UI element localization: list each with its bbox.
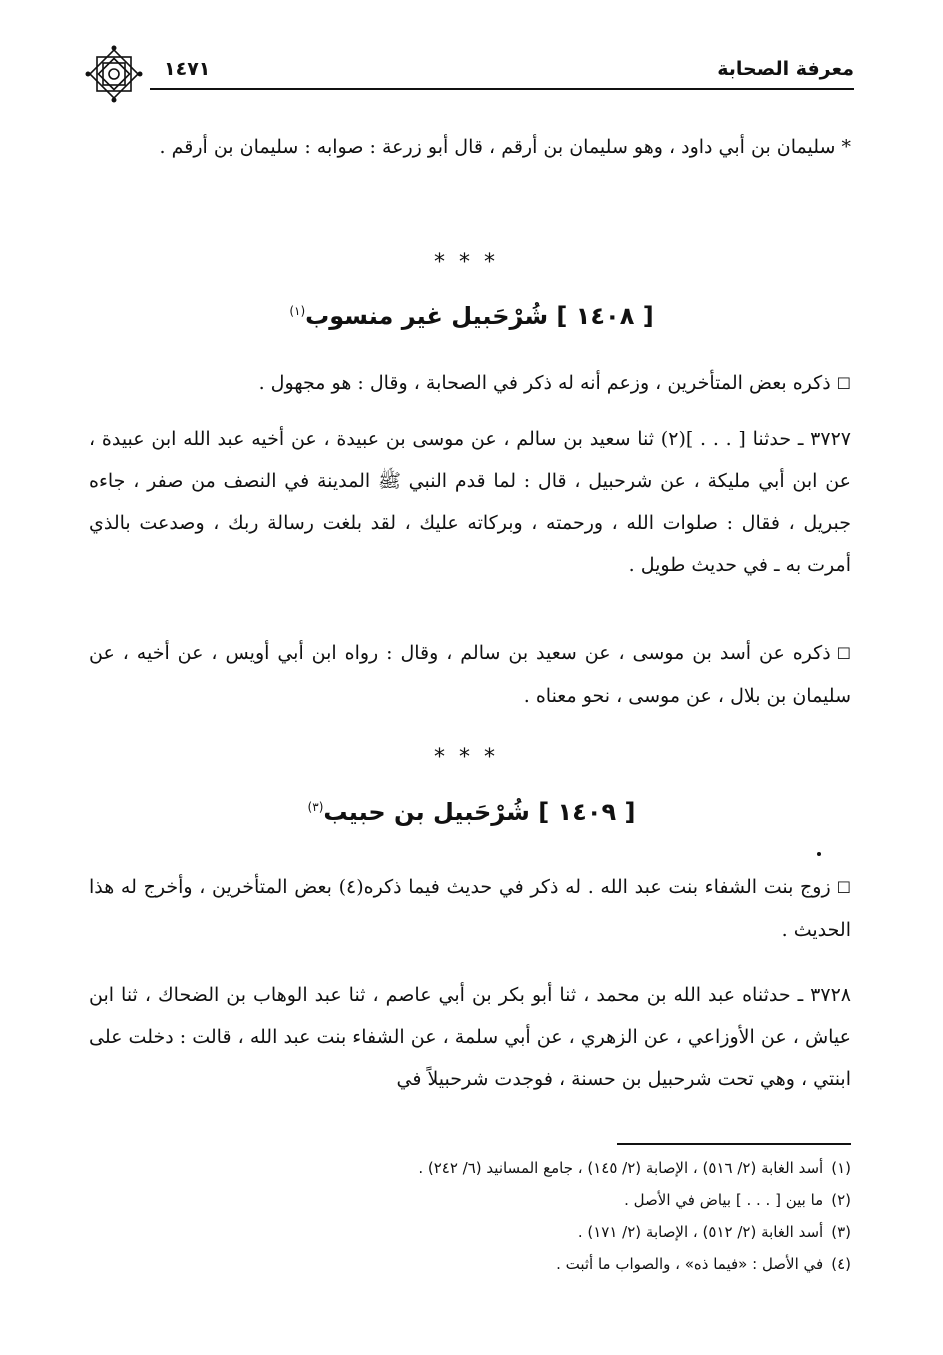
footnote-number: (١) — [831, 1159, 851, 1177]
footnote-ref: (١) — [289, 304, 306, 318]
entry-heading-1408 — [0, 302, 943, 330]
paragraph-continuation: * سليمان بن أبي داود ، وهو سليمان بن أرقم ، قال أبو زرعة : صوابه : سليمان بن أرقم . — [159, 136, 851, 158]
entry-heading-1409 — [0, 798, 943, 826]
footnote — [89, 1216, 851, 1248]
page-header — [84, 52, 854, 92]
footnote-number: (٤) — [831, 1255, 851, 1273]
footnote-text: أسد الغابة (٢/ ٥١٢) ، الإصابة (٢/ ١٧١) . — [577, 1223, 824, 1241]
footnote-text: في الأصل : «فيما ذه» ، والصواب ما أثبت . — [556, 1255, 824, 1273]
footnote-number: (٢) — [831, 1191, 851, 1209]
paragraph-text: ذكره بعض المتأخرين ، وزعم أنه له ذكر في الصحابة ، وقال : هو مجهول . — [258, 372, 831, 394]
hadith-3727: ٣٧٢٧ ـ حدثنا [ . . . ](٢) ثنا سعيد بن سالم ، عن موسى بن عبيدة ، عن أخيه عبد الله ابن عبيدة ، عن ابن أبي مليكة ، عن شرحبيل ، قال : لما قدم النبي ﷺ المدينة في النصف من صفر ، جاءه جبريل ، فقال : صلوات الله ، ورحمته ، وبركاته عليك ، لقد بلغت رسالة ربك ، وصدعت بالذي أمرت به ـ في حديث طويل . — [89, 428, 851, 576]
footnote — [89, 1248, 851, 1280]
header-rule — [150, 88, 854, 90]
footnote — [89, 1152, 851, 1184]
paragraph-note — [89, 362, 851, 405]
paragraph-text: زوج بنت الشفاء بنت عبد الله . له ذكر في حديث فيما ذكره(٤) بعض المتأخرين ، وأخرج له هذا الحديث . — [89, 876, 851, 941]
footnote-number: (٣) — [831, 1223, 851, 1241]
note-box-icon: ☐ — [836, 644, 851, 663]
running-title: معرفة الصحابة — [717, 58, 854, 80]
section-separator: *** — [434, 745, 509, 770]
footnote-text: أسد الغابة (٢/ ٥١٦) ، الإصابة (٢/ ١٤٥) ، جامع المسانيد (٦/ ٢٤٢) . — [418, 1159, 824, 1177]
section-separator: *** — [434, 250, 509, 275]
hadith-3728: ٣٧٢٨ ـ حدثناه عبد الله بن محمد ، ثنا أبو بكر بن أبي عاصم ، ثنا عبد الوهاب بن الضحاك ، ثنا ابن عياش ، عن الأوزاعي ، عن الزهري ، عن أبي سلمة ، عن الشفاء بنت عبد الله ، قالت : دخلت على ابنتي ، وهي تحت شرحبيل بن حسنة ، فوجدت شرحبيلاً في — [89, 984, 851, 1090]
octagram-ornament-icon — [84, 44, 144, 104]
page-number: ١٤٧١ — [164, 58, 211, 80]
footnotes — [89, 1152, 851, 1280]
footnote — [89, 1184, 851, 1216]
footnote-ref: (٣) — [307, 800, 324, 814]
entry-heading-text: [ ١٤٠٨ ] شُرْحَبيل غير منسوب — [305, 302, 654, 330]
paragraph-note — [89, 866, 851, 951]
note-box-icon: ☐ — [836, 878, 851, 897]
entry-heading-text: [ ١٤٠٩ ] شُرْحَبيل بن حبيب — [323, 798, 636, 826]
footnote-text: ما بين [ . . . ] بياض في الأصل . — [624, 1191, 824, 1209]
paragraph-note — [89, 632, 851, 717]
footnote-rule — [617, 1143, 851, 1145]
paragraph-text: ذكره عن أسد بن موسى ، عن سعيد بن سالم ، وقال : رواه ابن أبي أويس ، عن أخيه ، عن سليمان بن بلال ، عن موسى ، نحو معناه . — [89, 642, 851, 707]
stray-dot — [817, 852, 821, 856]
note-box-icon: ☐ — [836, 374, 851, 393]
